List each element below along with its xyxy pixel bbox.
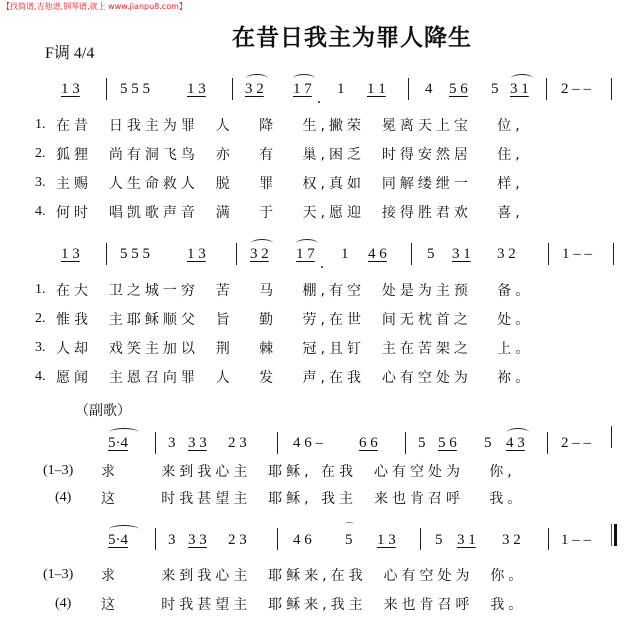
note-group: 3 1 — [452, 246, 471, 262]
note-group: 5 5 5 — [120, 246, 150, 262]
song-title: 在昔日我主为罪人降生 — [232, 25, 472, 51]
note-group: 1 – – — [562, 246, 592, 262]
verse-number: 4. — [35, 369, 46, 384]
note-group: 4 6 — [368, 246, 387, 262]
lyric-text: 人却 戏笑主加以 荆 棘 冠,且钉 主在苦架之 上。 — [56, 341, 534, 357]
barline — [420, 528, 421, 550]
verse-number: 2. — [35, 311, 46, 326]
note-group: 3 2 — [502, 532, 521, 548]
barline — [277, 432, 278, 454]
note-group: 4 3 — [506, 435, 525, 451]
lyric-text: 这 时我甚望主 耶稣, 我主 来也肯召呼 我。 — [101, 491, 526, 507]
lyric-text: 主赐 人生命救人 脱 罪 权,真如 同解缕绁一 样, — [56, 176, 524, 192]
note-group: 4 — [425, 81, 433, 97]
note-group: 1 3 — [61, 81, 80, 97]
final-barline-thick — [614, 524, 617, 546]
note-group: 1 — [337, 81, 345, 97]
barline — [232, 78, 233, 100]
note-group: 1 3 — [377, 532, 396, 548]
note-group: 2 – – — [561, 81, 591, 97]
note-group: 6 6 — [359, 435, 378, 451]
barline — [236, 243, 237, 265]
note-group: 3 — [168, 435, 176, 451]
note-group: 5 — [491, 81, 499, 97]
note-group: 1 3 — [187, 246, 206, 262]
barline — [611, 426, 612, 448]
lyric-text: 在昔 日我主为罪 人 降 生,撇荣 冕离天上宝 位, — [56, 118, 524, 134]
verse-number: (1–3) — [43, 463, 74, 478]
note-group: 1 7 — [293, 81, 312, 97]
barline — [613, 243, 614, 265]
note-group: 5 — [427, 246, 435, 262]
note-group: 2 – – — [561, 435, 591, 451]
note-group: 3 1 — [510, 81, 529, 97]
verse-number: 2. — [35, 146, 46, 161]
note-group: 5 — [345, 532, 353, 548]
note-group: 3 1 — [457, 532, 476, 548]
note-group: 3 3 — [188, 532, 207, 548]
note-group: 5 — [435, 532, 443, 548]
verse-number: 4. — [35, 204, 46, 219]
note-group: 5 6 — [449, 81, 468, 97]
note-group: 5 — [418, 435, 426, 451]
lyric-text: 狐狸 尚有洞飞鸟 亦 有 巢,困乏 时得安然居 住, — [56, 147, 524, 163]
final-barline-thin — [611, 524, 612, 546]
note-group: 5·4 — [108, 435, 128, 451]
note-group: 2 3 — [228, 435, 247, 451]
note-group: 5 5 5 — [120, 81, 150, 97]
chorus-label: （副歌） — [75, 403, 131, 419]
note-group: 1 – – — [561, 532, 591, 548]
lyric-text: 在大 卫之城一穷 苦 马 棚,有空 处是为主预 备。 — [56, 283, 534, 299]
note-group: 5 — [484, 435, 492, 451]
note-group: 1 7 — [296, 246, 315, 262]
verse-number: 1. — [35, 117, 46, 132]
note-group: 2 3 — [228, 532, 247, 548]
note-group: 4 6 — [293, 532, 312, 548]
note-group: 1 — [341, 246, 349, 262]
verse-number: (4) — [55, 490, 72, 505]
lyric-text: 这 时我甚望主 耶稣来,我主 来也肯召呼 我。 — [101, 597, 527, 613]
note-group: 1 3 — [61, 246, 80, 262]
verse-number: 1. — [35, 282, 46, 297]
fermata-icon: ⌒ — [345, 523, 355, 533]
verse-number: (1–3) — [43, 567, 74, 582]
note-group: 3 — [168, 532, 176, 548]
barline — [106, 78, 107, 100]
barline — [405, 432, 406, 454]
lyric-text: 惟我 主耶稣顺父 旨 勤 劳,在世 间无枕首之 处。 — [56, 312, 534, 328]
barline — [408, 78, 409, 100]
key-signature: F调 4/4 — [45, 45, 95, 62]
note-group: 3 2 — [250, 246, 269, 262]
barline — [155, 432, 156, 454]
barline — [548, 528, 549, 550]
note-group: 3 2 — [245, 81, 264, 97]
lyric-text: 求 来到我心主 耶稣, 在我 心有空处为 你, — [101, 464, 516, 480]
barline — [547, 432, 548, 454]
verse-number: 3. — [35, 340, 46, 355]
note-group: 3 2 — [497, 246, 516, 262]
note-group: 1 3 — [187, 81, 206, 97]
verse-number: 3. — [35, 175, 46, 190]
barline — [106, 243, 107, 265]
barline — [548, 243, 549, 265]
note-group: 1 1 — [367, 81, 386, 97]
low-octave-dot — [318, 101, 320, 103]
note-group: 5·4 — [108, 532, 128, 548]
lyric-text: 求 来到我心主 耶稣来,在我 心有空处为 你。 — [101, 568, 527, 584]
watermark: 【找简谱,吉他谱,钢琴谱,就上 www.jianpu8.com】 — [2, 2, 187, 11]
note-group: 4 6 – — [293, 435, 323, 451]
barline — [546, 78, 547, 100]
verse-number: (4) — [55, 596, 72, 611]
lyric-text: 何时 唱凯歌声音 满 于 天,愿迎 接得胜君欢 喜, — [56, 205, 524, 221]
barline — [611, 78, 612, 100]
low-octave-dot — [321, 266, 323, 268]
note-group: 3 3 — [188, 435, 207, 451]
barline — [277, 528, 278, 550]
note-group: 5 6 — [438, 435, 457, 451]
lyric-text: 愿闻 主恩召向罪 人 发 声,在我 心有空处为 祢。 — [56, 370, 534, 386]
barline — [411, 243, 412, 265]
barline — [155, 528, 156, 550]
